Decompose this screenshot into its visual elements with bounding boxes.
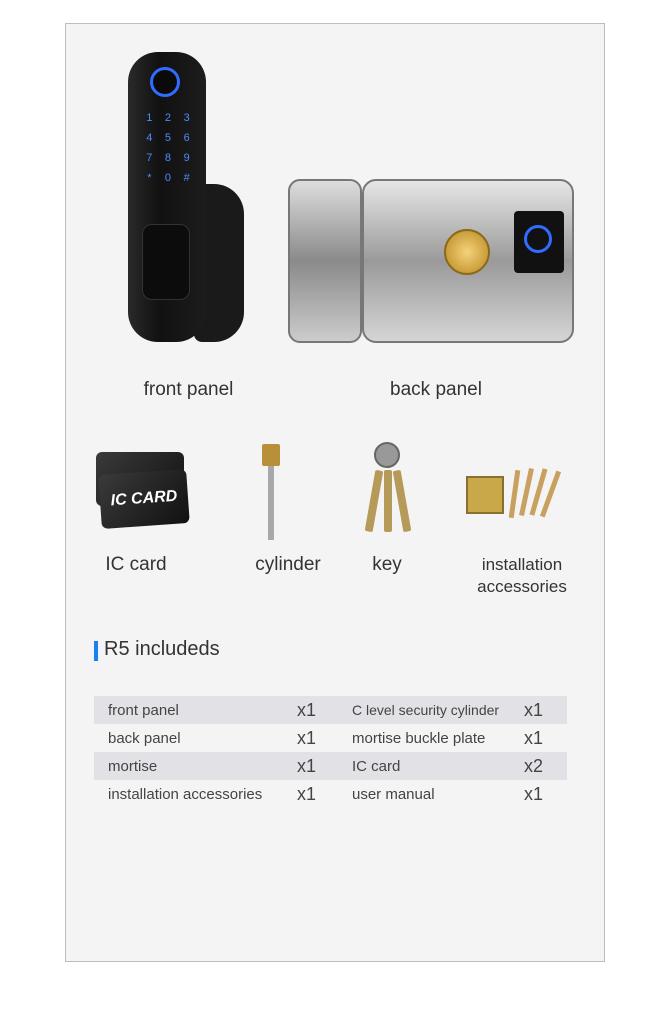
fingerprint-sensor-icon <box>150 67 180 97</box>
mounting-plate-image <box>466 476 504 514</box>
item-qty: x1 <box>297 783 317 804</box>
cylinder-head <box>262 444 280 466</box>
included-items-table <box>94 696 567 808</box>
section-title: R5 includeds <box>104 638 220 660</box>
fingerprint-sensor-icon <box>514 211 564 273</box>
key-blade <box>384 470 392 532</box>
keypad <box>140 112 196 184</box>
cylinder-label: cylinder <box>255 554 321 575</box>
ic-card-label: IC card <box>105 554 167 575</box>
product-panel <box>65 23 605 962</box>
accessories-label-line1: installation <box>481 555 563 574</box>
key-5: 5 <box>164 132 172 144</box>
item-qty: x2 <box>524 755 544 776</box>
key-hash: # <box>183 172 190 184</box>
item-qty: x1 <box>297 699 317 720</box>
key-image <box>374 442 400 468</box>
table-row <box>94 752 567 780</box>
item-name: mortise buckle plate <box>352 729 486 747</box>
key-3: 3 <box>183 112 190 124</box>
key-2: 2 <box>164 112 172 124</box>
item-name: installation accessories <box>108 785 263 803</box>
buckle-plate-image <box>288 179 362 343</box>
key-star: * <box>147 172 152 184</box>
item-name: IC card <box>352 757 401 775</box>
back-panel-label: back panel <box>390 379 482 400</box>
item-qty: x1 <box>524 783 544 804</box>
key-1: 1 <box>146 112 153 124</box>
accessories-label <box>462 554 582 598</box>
item-name: C level security cylinder <box>352 702 500 718</box>
accessories-label-line2: accessories <box>477 577 567 596</box>
item-name: user manual <box>352 785 435 803</box>
item-qty: x1 <box>524 699 544 720</box>
table-row <box>94 724 567 752</box>
table-row <box>94 780 567 808</box>
key-blade <box>365 470 384 532</box>
item-name: mortise <box>108 757 158 775</box>
item-qty: x1 <box>524 727 544 748</box>
key-blade <box>393 470 412 532</box>
key-7: 7 <box>146 152 153 164</box>
screw-image <box>509 470 521 518</box>
key-label: key <box>372 554 402 575</box>
back-panel-image <box>362 179 574 343</box>
item-name: back panel <box>108 729 181 747</box>
front-panel-label: front panel <box>143 379 234 400</box>
section-accent-bar <box>94 641 98 661</box>
table-row <box>94 696 567 724</box>
key-6: 6 <box>183 132 190 144</box>
key-0: 0 <box>164 172 172 184</box>
item-qty: x1 <box>297 727 317 748</box>
item-name: front panel <box>108 701 179 719</box>
item-qty: x1 <box>297 755 317 776</box>
front-panel-image <box>128 52 206 342</box>
key-9: 9 <box>183 152 190 164</box>
key-8: 8 <box>164 152 172 164</box>
key-4: 4 <box>146 132 153 144</box>
ic-card-image: IC CARD <box>98 469 190 529</box>
lock-cylinder-icon <box>444 229 490 275</box>
handle <box>142 224 190 300</box>
